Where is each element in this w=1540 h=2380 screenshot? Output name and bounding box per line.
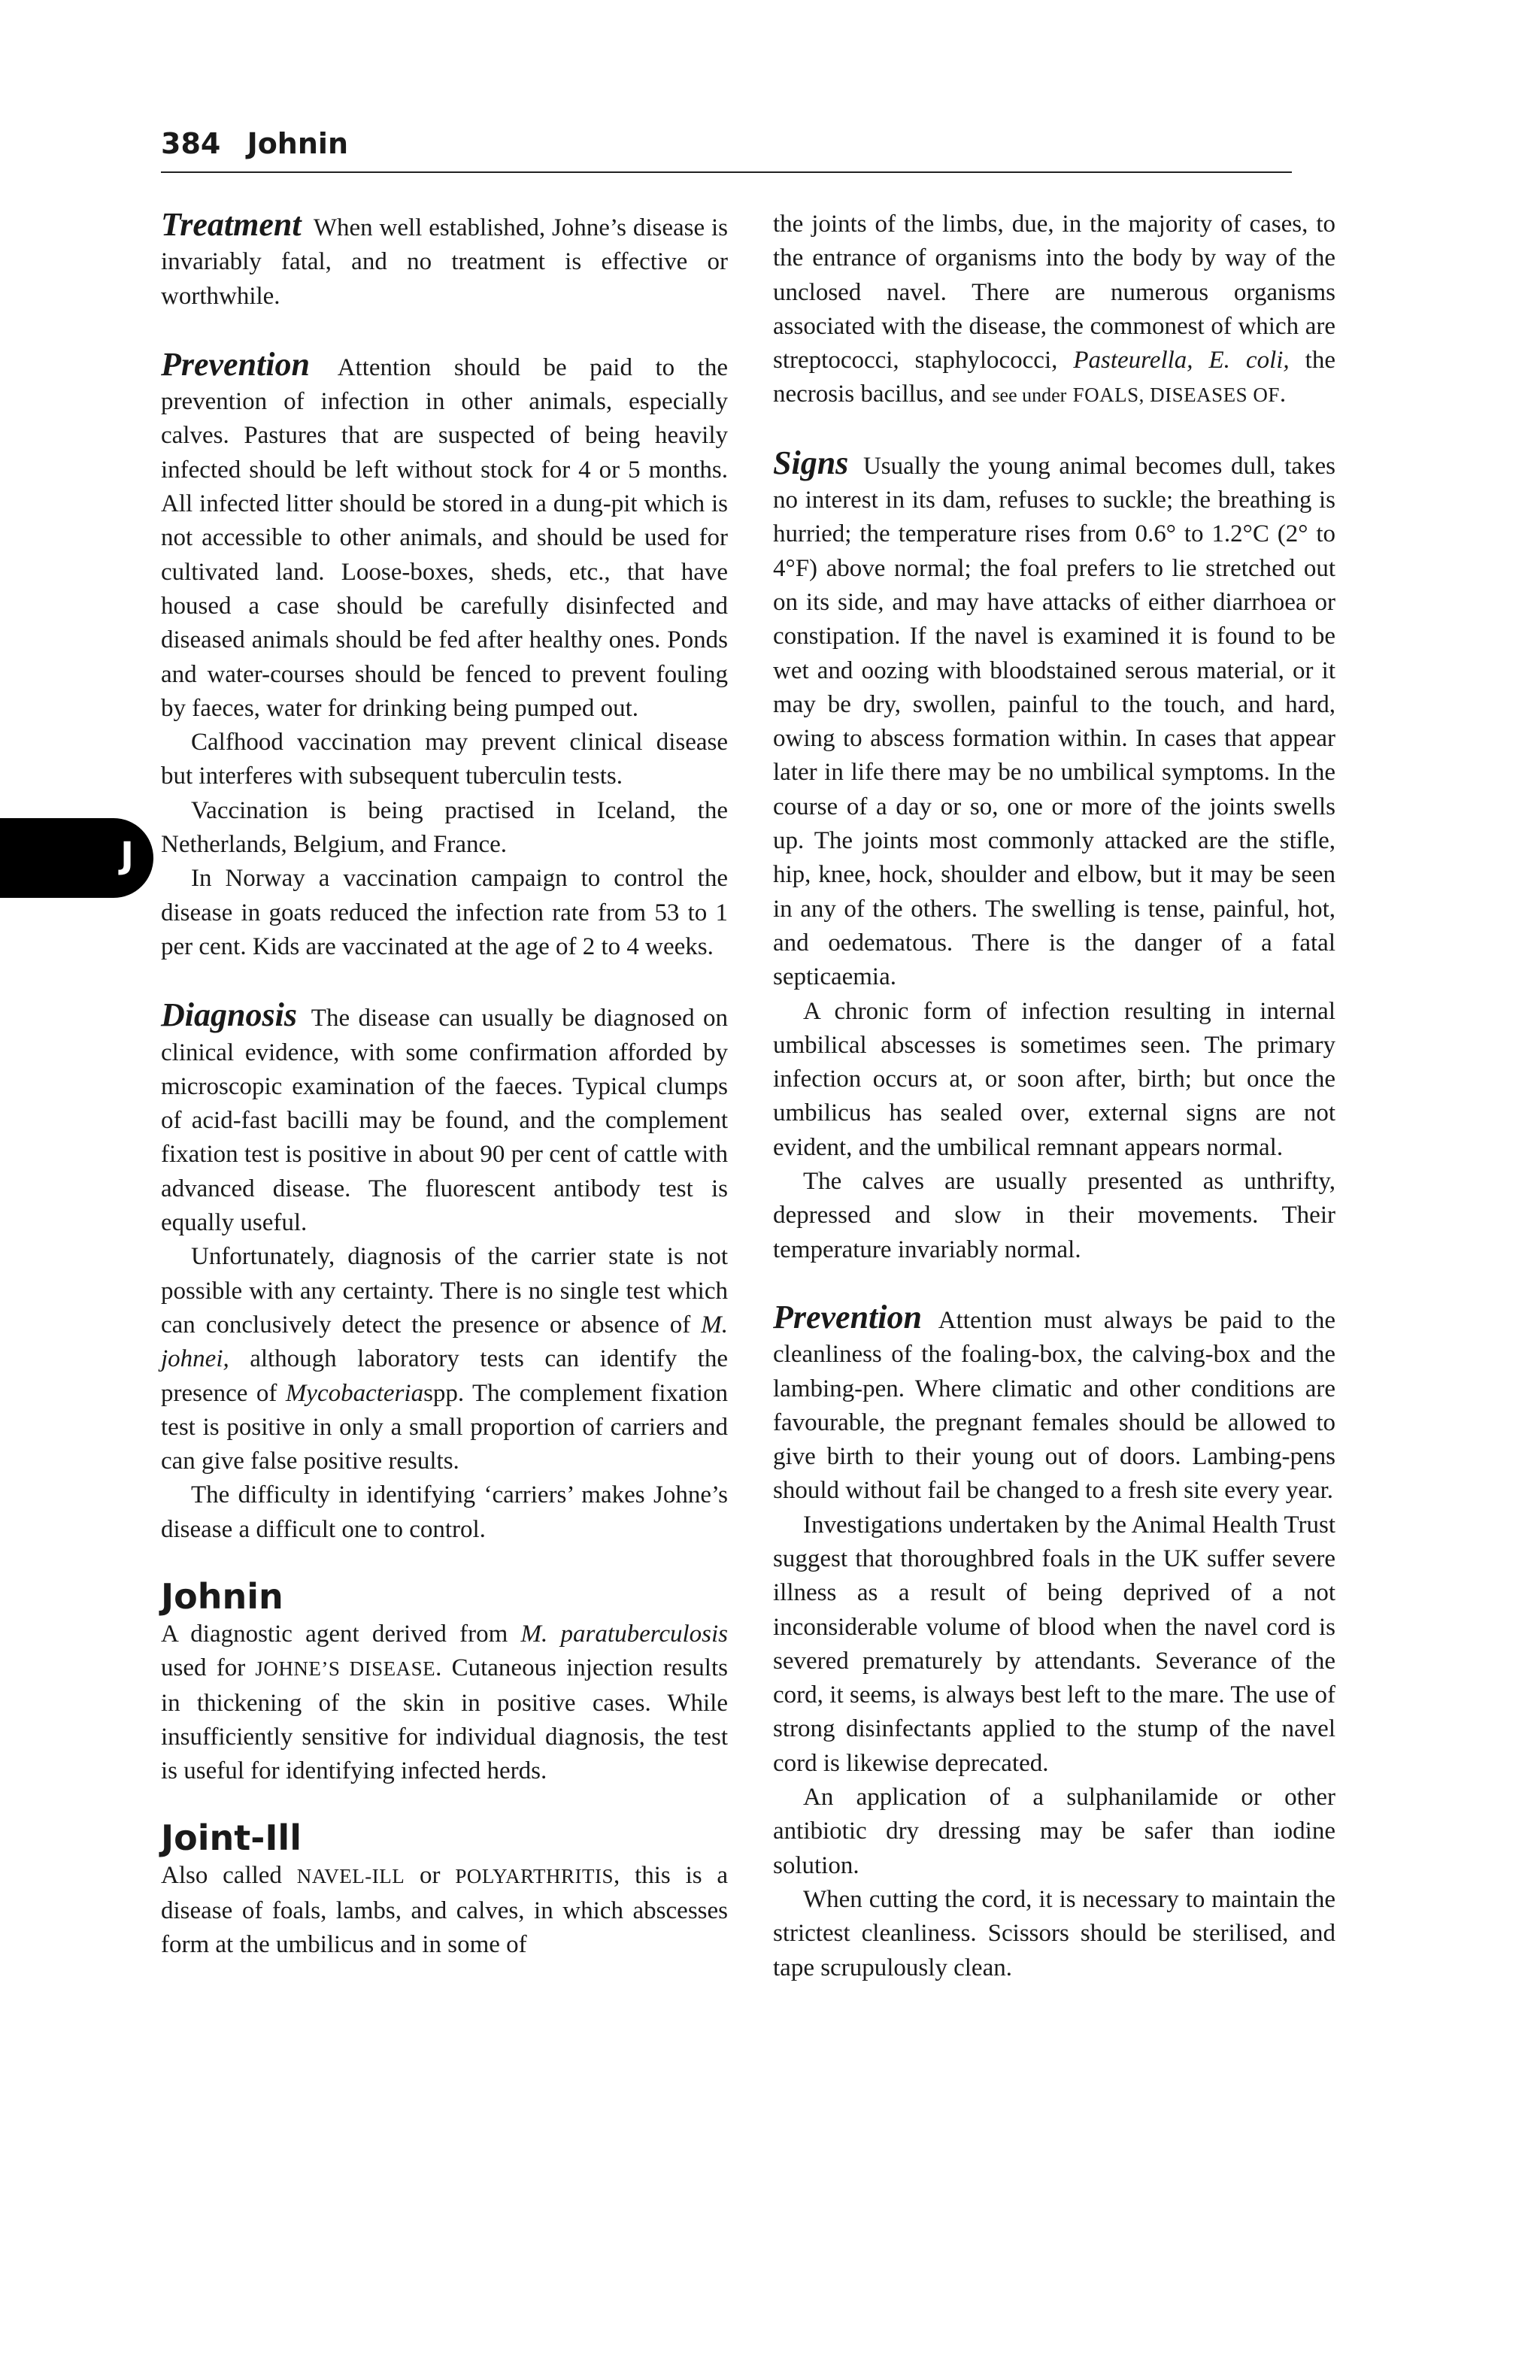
signs-paragraph — [773, 446, 1335, 995]
johnin-paragraph — [161, 1617, 728, 1788]
prevention-heading: Prevention — [161, 345, 310, 383]
diagnosis-text: The disease can usually be diagnosed on clinical evidence, with some confirmation afforded by microscopic examination of the faeces. Typical clumps of acid-fast bacilli may be found, and the complement fixation test is positive in about 90 per cent of cattle with advanced disease. The fluorescent antibody test is equally useful. — [161, 1005, 728, 1237]
joint-ill-text-2: or — [420, 1862, 441, 1890]
continuation-text-2: the necrosis bacillus, and — [773, 347, 1335, 408]
johnin-text-2: used for — [161, 1654, 246, 1682]
norway-paragraph: In Norway a vaccination campaign to control the disease in goats reduced the infection rate from 53 to 1 per cent. Kids are vaccinated at the age of 2 to 4 weeks. — [161, 865, 728, 960]
carrier-genus: Mycobacteria — [285, 1379, 424, 1407]
joint-ill-cross-reference-1: NAVEL-ILL — [296, 1865, 405, 1888]
entry-heading-joint-ill: Joint-Ill — [161, 1818, 302, 1859]
continuation-text-1: the joints of the limbs, due, in the majority of cases, to the entrance of organisms into the body by way of the unclosed navel. There are numerous organisms associated with the disease, the commonest of which are streptococci, staphylococci, — [773, 211, 1335, 374]
treatment-heading: Treatment — [161, 206, 302, 243]
joint-ill-cross-reference-2: POLYARTHRITIS — [455, 1865, 614, 1888]
diagnosis-paragraph — [161, 998, 728, 1240]
signs-text: Usually the young animal becomes dull, takes no interest in its dam, refuses to suckle; the breathing is hurried; the temperature rises from 0.6° to 1.2°C (2° to 4°F) above normal; the foal prefers to lie stretched out on its side, and may have attacks of either diarrhoea or constipation. If the navel is examined it is found to be wet and oozing with bloodstained serous material, or it may be dry, swollen, painful to the touch, and hard, owing to abscess formation within. In cases that appear later in life there may be no umbilical symptoms. In the course of a day or so, one or more of the joints swells up. The joints most commonly attacked are the stifle, hip, knee, hock, shoulder and elbow, but it may be seen in any of the others. The swelling is tense, painful, hot, and oedematous. There is the danger of a fatal septicaemia. — [773, 452, 1335, 991]
prevention-paragraph — [161, 347, 728, 726]
cutting-paragraph: When cutting the cord, it is necessary to maintain the strictest cleanliness. Scissors should be sterilised, and tape scrupulously clean. — [773, 1885, 1335, 1981]
organism-names: Pasteurella, E. coli, — [1073, 347, 1290, 374]
carrier-paragraph — [161, 1240, 728, 1478]
carrier-text-3: spp. The complement fixation test is positive in only a small proportion of carriers and can give false positive results. — [161, 1379, 728, 1475]
vaccination-countries-paragraph: Vaccination is being practised in Iceland, the Netherlands, Belgium, and France. — [161, 796, 728, 859]
right-prevention-heading: Prevention — [773, 1298, 922, 1336]
investigations-paragraph: Investigations undertaken by the Animal Health Trust suggest that thoroughbred foals in the UK suffer severe illness as a result of being deprived of a not inconsiderable volume of blood when the navel cord is severed prematurely by attendants. Severance of the cord, it seems, is always best left to the mare. The use of strong disinfectants applied to the stump of the navel cord is likewise deprecated. — [773, 1511, 1335, 1777]
treatment-text: When well established, Johne’s disease is invariably fatal, and no treatment is effective or worthwhile. — [161, 214, 729, 310]
left-column — [161, 208, 728, 1962]
johnin-text-3: . Cutaneous injection results in thickening of the skin in positive cases. While insufficiently sensitive for individual diagnosis, the test is useful for identifying infected herds. — [161, 1654, 728, 1785]
difficulty-paragraph: The difficulty in identifying ‘carriers’ makes Johne’s disease a difficult one to control. — [161, 1481, 728, 1543]
calves-paragraph: The calves are usually presented as unthrifty, depressed and slow in their movements. Their temperature invariably normal. — [773, 1168, 1335, 1263]
running-head — [161, 126, 1292, 173]
carrier-species: M. johnei, — [161, 1311, 728, 1373]
right-column — [773, 208, 1335, 1985]
joint-ill-text-3: , this is a disease of foals, lambs, and calves, in which abscesses form at the umbilicus and in some of — [161, 1862, 729, 1959]
right-prevention-paragraph — [773, 1300, 1335, 1508]
prevention-text: Attention should be paid to the prevention of infection in other animals, especially calves. Pastures that are suspected of being heavily infected should be left without stock for 4 or 5 months. All infected litter should be stored in a dung-pit which is not accessible to other animals, and should be used for cultivated land. Loose-boxes, sheds, etc., that have housed a case should be carefully disinfected and diseased animals should be fed after healthy ones. Ponds and water-courses should be fenced to prevent fouling by faeces, water for drinking being pumped out. — [161, 353, 728, 722]
right-prevention-text: Attention must always be paid to the cleanliness of the foaling-box, the calving-box and the lambing-pen. Where climatic and other conditions are favourable, the pregnant females should be allowed to give birth to their young out of doors. Lambing-pens should without fail be changed to a fresh site every year. — [773, 1306, 1335, 1505]
joint-ill-text-1: Also called — [161, 1862, 282, 1890]
diagnosis-heading: Diagnosis — [161, 996, 297, 1034]
entry-heading-johnin: Johnin — [161, 1575, 283, 1617]
carrier-text-1: Unfortunately, diagnosis of the carrier state is not possible with any certainty. There is no single test which can conclusively detect the presence or absence of — [161, 1243, 728, 1339]
see-under-label: see under — [992, 384, 1067, 407]
continuation-paragraph: the joints of the limbs, due, in the majority of cases, to the entrance of organisms into the body by way of the unclosed navel. There are numerous organisms associated with the disease, the commonest of which are streptococci, staphylococci, Pasteurella, E. coli, the necrosis bacillus, and see under FOALS, DISEASES OF. — [773, 211, 1335, 408]
joint-ill-paragraph — [161, 1859, 728, 1962]
running-head-title: Johnin — [247, 127, 348, 160]
johnin-cross-reference: JOHNE’S DISEASE — [255, 1657, 436, 1681]
carrier-text-2: although laboratory tests can identify the presence of — [161, 1345, 729, 1407]
calfhood-paragraph: Calfhood vaccination may prevent clinical disease but interferes with subsequent tuberculin tests. — [161, 729, 728, 790]
thumb-index-letter: J — [120, 835, 134, 877]
chronic-paragraph: A chronic form of infection resulting in internal umbilical abscesses is sometimes seen. The primary infection occurs at, or soon after, birth; but once the umbilicus has sealed over, external signs are not evident, and the umbilical remnant appears normal. — [773, 997, 1335, 1161]
thumb-index-tab — [0, 818, 153, 898]
foals-diseases-cross-reference: FOALS, DISEASES OF — [1072, 384, 1280, 407]
johnin-species: M. paratuberculosis — [520, 1620, 728, 1648]
treatment-paragraph — [161, 208, 728, 314]
page-number: 384 — [161, 127, 221, 160]
signs-heading: Signs — [773, 444, 849, 481]
application-paragraph: An application of a sulphanilamide or other antibiotic dry dressing may be safer than iodine solution. — [773, 1784, 1335, 1879]
johnin-text-1: A diagnostic agent derived from — [161, 1620, 508, 1648]
